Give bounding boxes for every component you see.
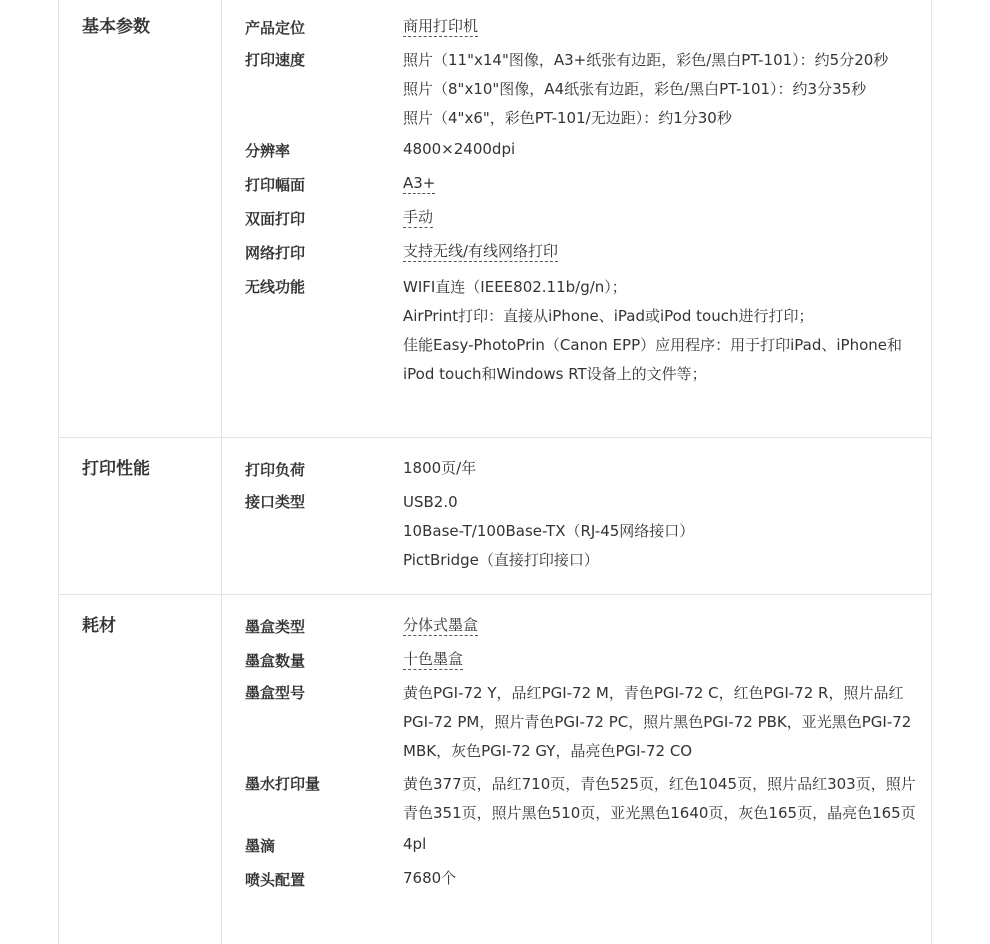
- spec-label: 接口类型: [245, 493, 306, 511]
- column-divider: [221, 0, 222, 437]
- spec-value-link[interactable]: 支持无线/有线网络打印: [403, 242, 559, 260]
- spec-label: 墨滴: [245, 837, 276, 855]
- spec-value: USB2.0: [403, 493, 458, 511]
- spec-value: 4pl: [403, 835, 427, 853]
- spec-value: 黄色PGI-72 Y，品红PGI-72 M，青色PGI-72 C，红色PGI-72 R，照片品红PGI-72 PM，照片青色PGI-72 PC，照片黑色PGI-72 PBK，亚光黑色PGI-72 MBK，灰色PGI-72 GY，晶亮色PGI-72 CO: [403, 684, 912, 760]
- spec-label: 产品定位: [245, 19, 306, 37]
- spec-label: 无线功能: [245, 278, 306, 296]
- spec-row-print-size: [245, 173, 925, 198]
- spec-rows: [245, 615, 925, 897]
- spec-value: 4800×2400dpi: [403, 140, 516, 158]
- spec-label: 打印幅面: [245, 176, 306, 194]
- spec-value: 1800页/年: [403, 459, 477, 477]
- spec-row-resolution: [245, 139, 925, 164]
- spec-label: 墨盒数量: [245, 652, 306, 670]
- spec-value-link[interactable]: 手动: [403, 208, 434, 226]
- spec-row-ink-yield: [245, 772, 925, 828]
- spec-value: PictBridge（直接打印接口）: [403, 551, 599, 569]
- section-print-performance: [59, 438, 931, 595]
- spec-label: 双面打印: [245, 210, 306, 228]
- spec-label: 打印负荷: [245, 461, 306, 479]
- spec-value: 黄色377页，品红710页，青色525页，红色1045页，照片品红303页，照片青色351页，照片黑色510页，亚光黑色1640页，灰色165页，晶亮色165页: [403, 775, 916, 822]
- spec-label: 网络打印: [245, 244, 306, 262]
- spec-value-link[interactable]: A3+: [403, 174, 436, 192]
- spec-label: 分辨率: [245, 142, 291, 160]
- spec-row-interface: [245, 490, 925, 575]
- spec-row-cartridge-type: [245, 615, 925, 640]
- section-title: 基本参数: [82, 17, 150, 37]
- spec-row-cartridge-model: [245, 681, 925, 766]
- spec-rows: [245, 458, 925, 579]
- column-divider: [221, 595, 222, 944]
- spec-row-product-position: [245, 16, 925, 41]
- spec-label: 打印速度: [245, 51, 306, 69]
- spec-row-duty-cycle: [245, 458, 925, 483]
- spec-value: 7680个: [403, 869, 457, 887]
- spec-row-print-speed: [245, 48, 925, 133]
- column-divider: [221, 438, 222, 594]
- spec-value-link[interactable]: 十色墨盒: [403, 650, 464, 668]
- spec-value: 照片（4"x6"，彩色PT-101/无边距）：约1分30秒: [403, 109, 732, 127]
- section-consumables: [59, 595, 931, 944]
- spec-value: 照片（11"x14"图像，A3+纸张有边距，彩色/黑白PT-101）：约5分20秒: [403, 51, 889, 69]
- spec-rows: [245, 16, 925, 393]
- spec-label: 墨盒型号: [245, 684, 306, 702]
- spec-label: 喷头配置: [245, 871, 306, 889]
- spec-value: 照片（8"x10"图像，A4纸张有边距，彩色/黑白PT-101）：约3分35秒: [403, 80, 867, 98]
- spec-value-link[interactable]: 商用打印机: [403, 17, 479, 35]
- spec-table: [58, 0, 932, 944]
- spec-label: 墨水打印量: [245, 775, 321, 793]
- spec-row-cartridge-count: [245, 649, 925, 674]
- spec-value: WIFI直连（IEEE802.11b/g/n）；: [403, 278, 627, 296]
- spec-value: 10Base-T/100Base-TX（RJ-45网络接口）: [403, 522, 695, 540]
- spec-value: 佳能Easy-PhotoPrin（Canon EPP）应用程序：用于打印iPad、iPhone和iPod touch和Windows RT设备上的文件等；: [403, 336, 903, 383]
- spec-row-duplex: [245, 207, 925, 232]
- spec-label: 墨盒类型: [245, 618, 306, 636]
- spec-row-ink-droplet: [245, 834, 925, 859]
- section-title: 打印性能: [82, 459, 150, 479]
- spec-value: AirPrint打印：直接从iPhone、iPad或iPod touch进行打印；: [403, 307, 814, 325]
- spec-row-wireless: [245, 275, 925, 389]
- spec-row-network-print: [245, 241, 925, 266]
- spec-row-nozzles: [245, 868, 925, 893]
- section-basic-params: [59, 0, 931, 438]
- spec-value-link[interactable]: 分体式墨盒: [403, 616, 479, 634]
- section-title: 耗材: [82, 616, 116, 636]
